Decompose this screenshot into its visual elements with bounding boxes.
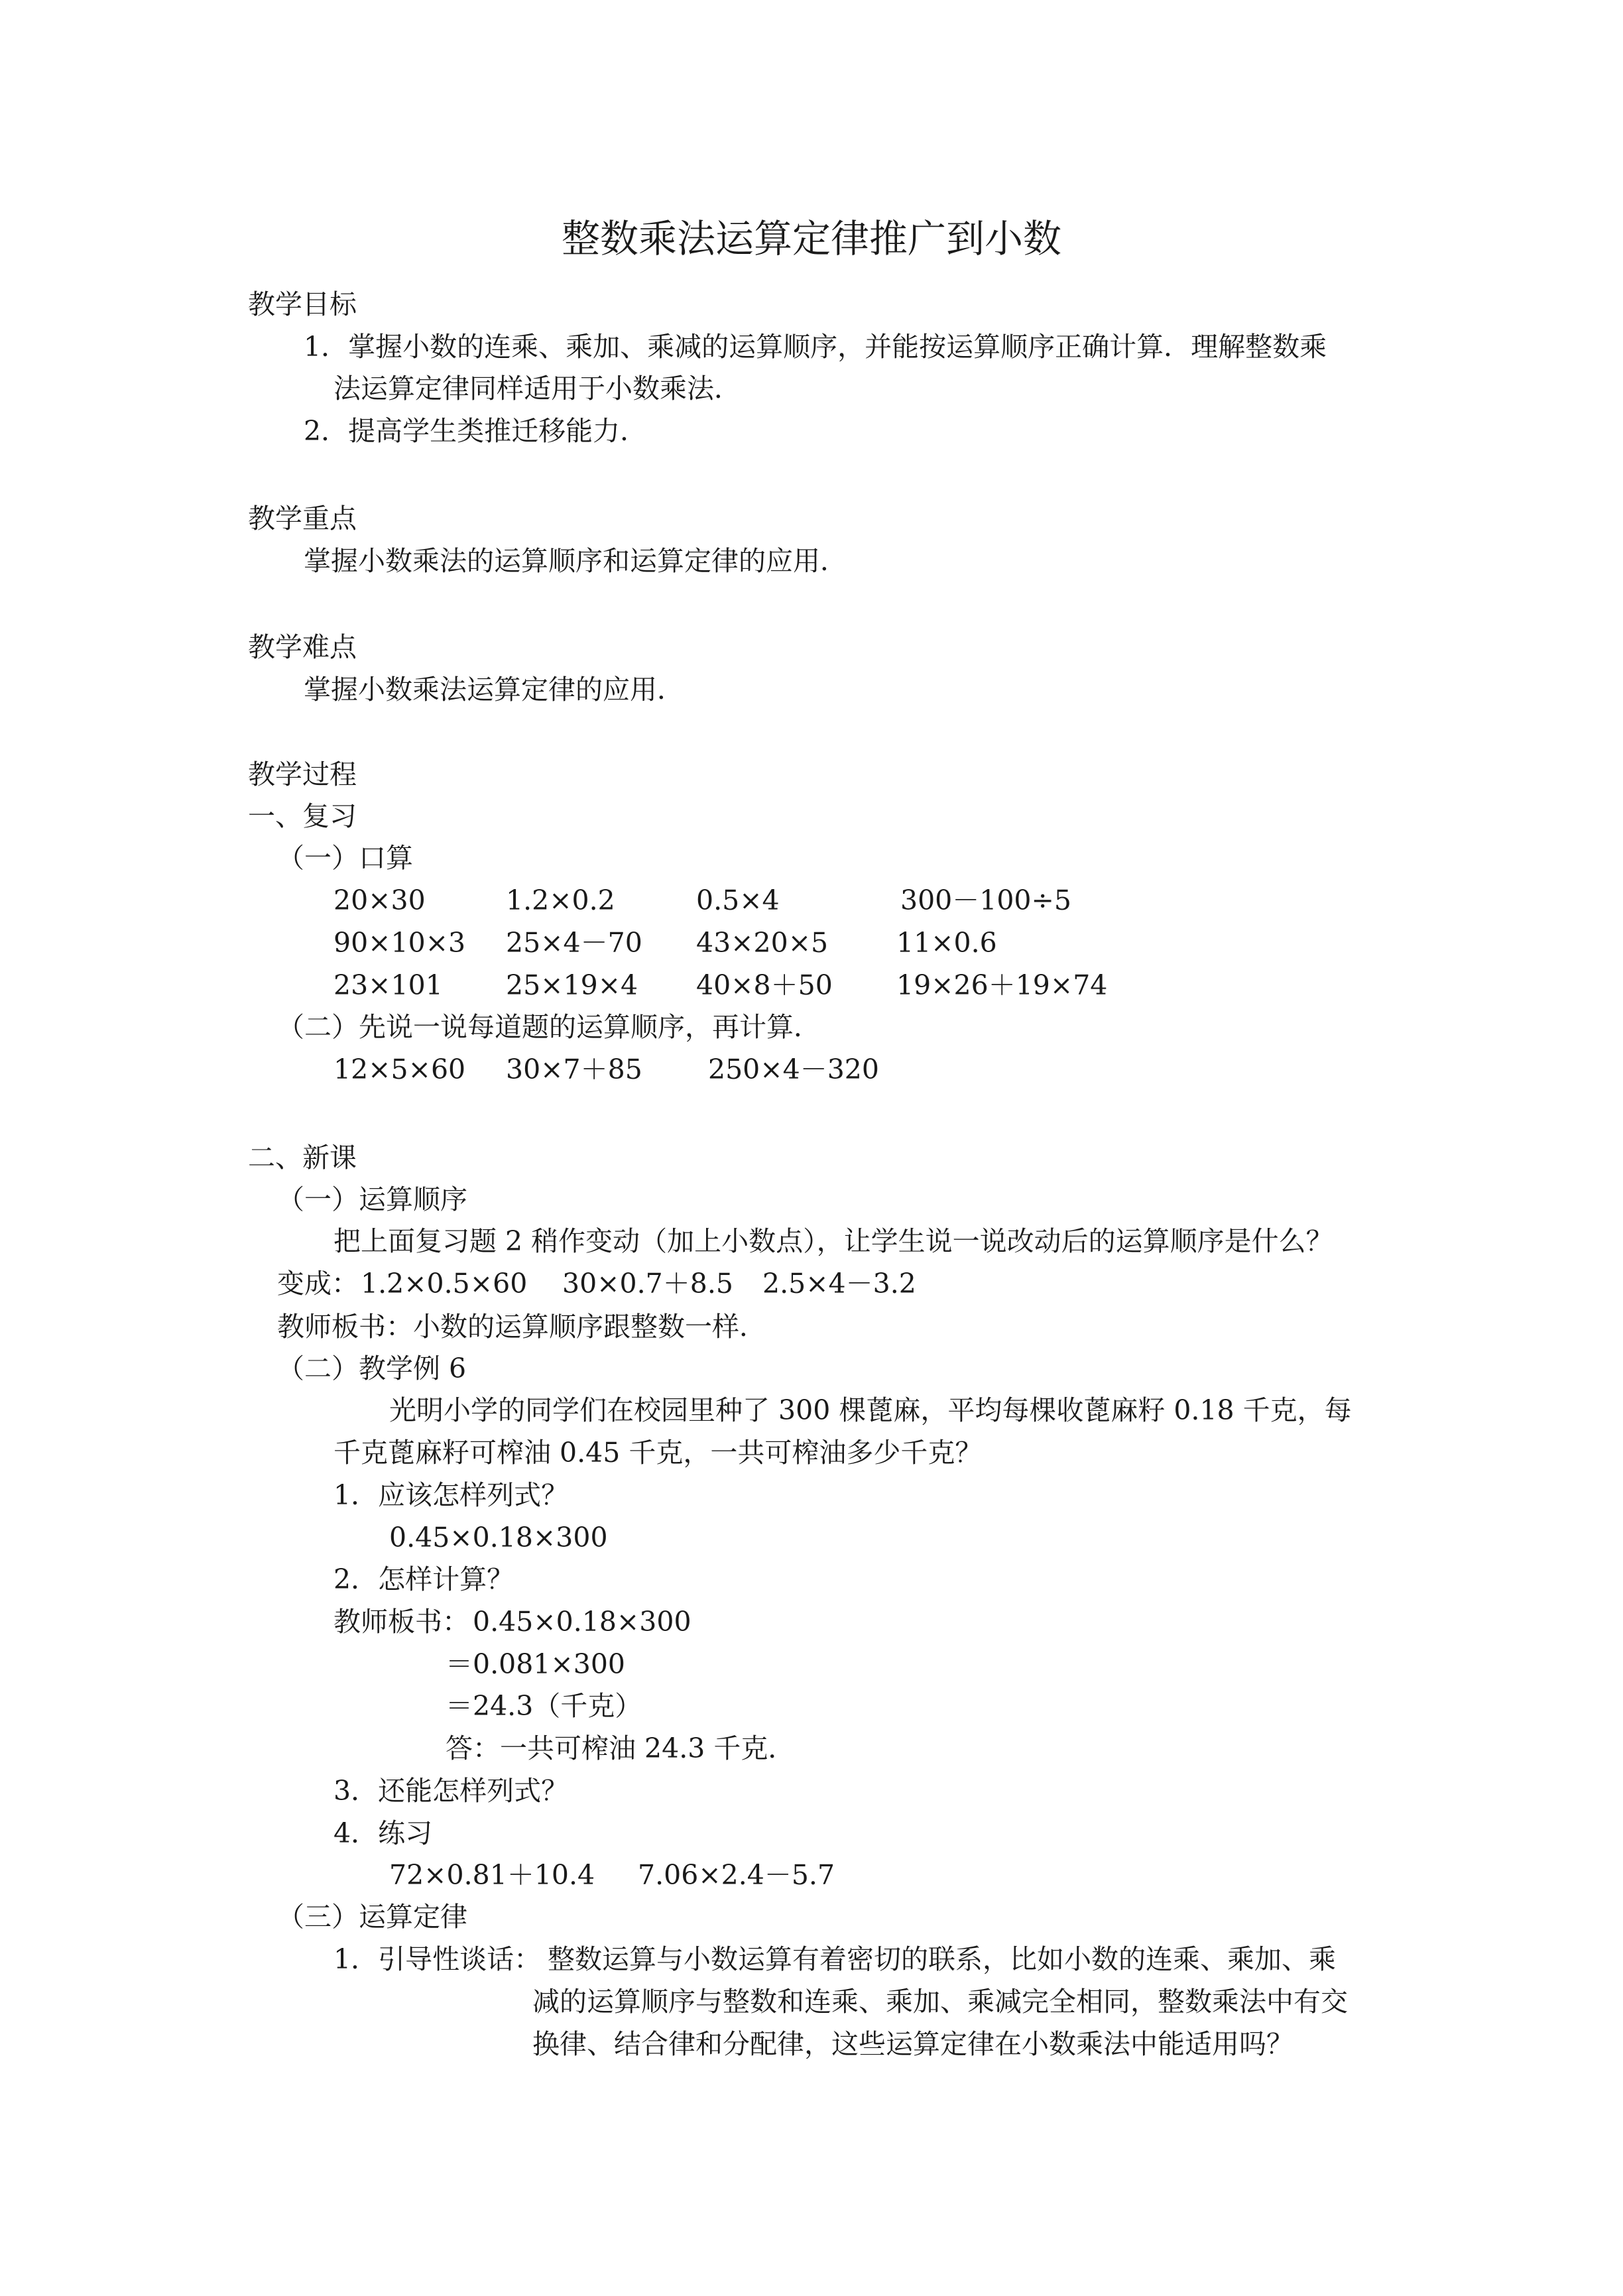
problem-line-1: 光明小学的同学们在校园里种了 300 棵蓖麻，平均每棵收蓖麻籽 0.18 千克，每 <box>389 1394 1352 1426</box>
part1-heading: （一）运算顺序 <box>277 1183 467 1215</box>
oral-calc-item: 11×0.6 <box>896 927 997 959</box>
expression-1: 0.45×0.18×300 <box>389 1522 608 1553</box>
objective-item-1-line-1: 1．掌握小数的连乘、乘加、乘减的运算顺序，并能按运算顺序正确计算．理解整数乘 <box>304 331 1327 363</box>
practice-item: 72×0.81＋10.4 <box>389 1859 595 1891</box>
part1-board: 教师板书：小数的运算顺序跟整数一样． <box>277 1311 766 1343</box>
variant-item: 30×0.7＋8.5 <box>562 1268 733 1299</box>
order-item: 250×4－320 <box>708 1054 879 1085</box>
variant-label: 变成： <box>277 1268 359 1299</box>
order-item: 12×5×60 <box>333 1054 466 1085</box>
oral-calc-item: 0.5×4 <box>696 884 780 916</box>
oral-calc-item: 20×30 <box>333 884 426 916</box>
page-title: 整数乘法运算定律推广到小数 <box>561 216 1061 261</box>
question-4: 4．练习 <box>333 1817 433 1849</box>
difficulties-text: 掌握小数乘法运算定律的应用． <box>304 674 684 705</box>
review-heading: 一、复习 <box>248 800 357 832</box>
variant-item: 2.5×4－3.2 <box>762 1268 916 1299</box>
board-expression: 0.45×0.18×300 <box>473 1606 691 1638</box>
oral-calc-item: 300－100÷5 <box>900 884 1071 916</box>
practice-item: 7.06×2.4－5.7 <box>638 1859 835 1891</box>
calc-step-1: ＝0.081×300 <box>446 1648 625 1680</box>
objectives-heading: 教学目标 <box>248 288 357 320</box>
objective-item-1-line-2: 法运算定律同样适用于小数乘法． <box>333 373 741 404</box>
objective-item-2: 2．提高学生类推迁移能力． <box>304 415 648 447</box>
difficulties-heading: 教学难点 <box>248 631 357 663</box>
oral-calc-item: 40×8＋50 <box>696 969 833 1001</box>
question-1: 1．应该怎样列式？ <box>333 1479 569 1511</box>
problem-line-2: 千克蓖麻籽可榨油 0.45 千克，一共可榨油多少千克？ <box>333 1437 983 1469</box>
variant-item: 1.2×0.5×60 <box>361 1268 528 1299</box>
process-heading: 教学过程 <box>248 758 357 790</box>
calc-step-2: ＝24.3（千克） <box>446 1690 642 1722</box>
new-lesson-heading: 二、新课 <box>248 1142 357 1174</box>
order-item: 30×7＋85 <box>506 1054 642 1085</box>
oral-calc-item: 23×101 <box>333 969 443 1001</box>
lead-line-2: 减的运算顺序与整数和连乘、乘加、乘减完全相同，整数乘法中有交 <box>532 1986 1348 2018</box>
oral-calc-item: 25×19×4 <box>506 969 638 1001</box>
oral-calc-item: 1.2×0.2 <box>506 884 615 916</box>
part2-heading: （二）教学例 6 <box>277 1353 467 1384</box>
key-points-text: 掌握小数乘法的运算顺序和运算定律的应用． <box>304 545 847 577</box>
question-3: 3．还能怎样列式？ <box>333 1775 569 1807</box>
lead-line-1: 整数运算与小数运算有着密切的联系，比如小数的连乘、乘加、乘 <box>548 1943 1336 1975</box>
question-2: 2．怎样计算？ <box>333 1563 514 1595</box>
oral-calc-heading: （一）口算 <box>277 842 413 874</box>
board-label: 教师板书： <box>333 1606 469 1638</box>
part3-heading: （三）运算定律 <box>277 1901 467 1933</box>
lead-label: 1．引导性谈话： <box>333 1943 542 1975</box>
oral-calc-item: 43×20×5 <box>696 927 829 959</box>
key-points-heading: 教学重点 <box>248 503 357 534</box>
answer: 答：一共可榨油 24.3 千克． <box>446 1732 796 1764</box>
oral-calc-item: 90×10×3 <box>333 927 466 959</box>
oral-calc-item: 25×4－70 <box>506 927 642 959</box>
order-heading: （二）先说一说每道题的运算顺序，再计算． <box>277 1011 821 1043</box>
lead-line-3: 换律、结合律和分配律，这些运算定律在小数乘法中能适用吗？ <box>532 2028 1293 2060</box>
oral-calc-item: 19×26＋19×74 <box>896 969 1108 1001</box>
part1-text: 把上面复习题 2 稍作变动（加上小数点），让学生说一说改动后的运算顺序是什么？ <box>333 1225 1333 1257</box>
